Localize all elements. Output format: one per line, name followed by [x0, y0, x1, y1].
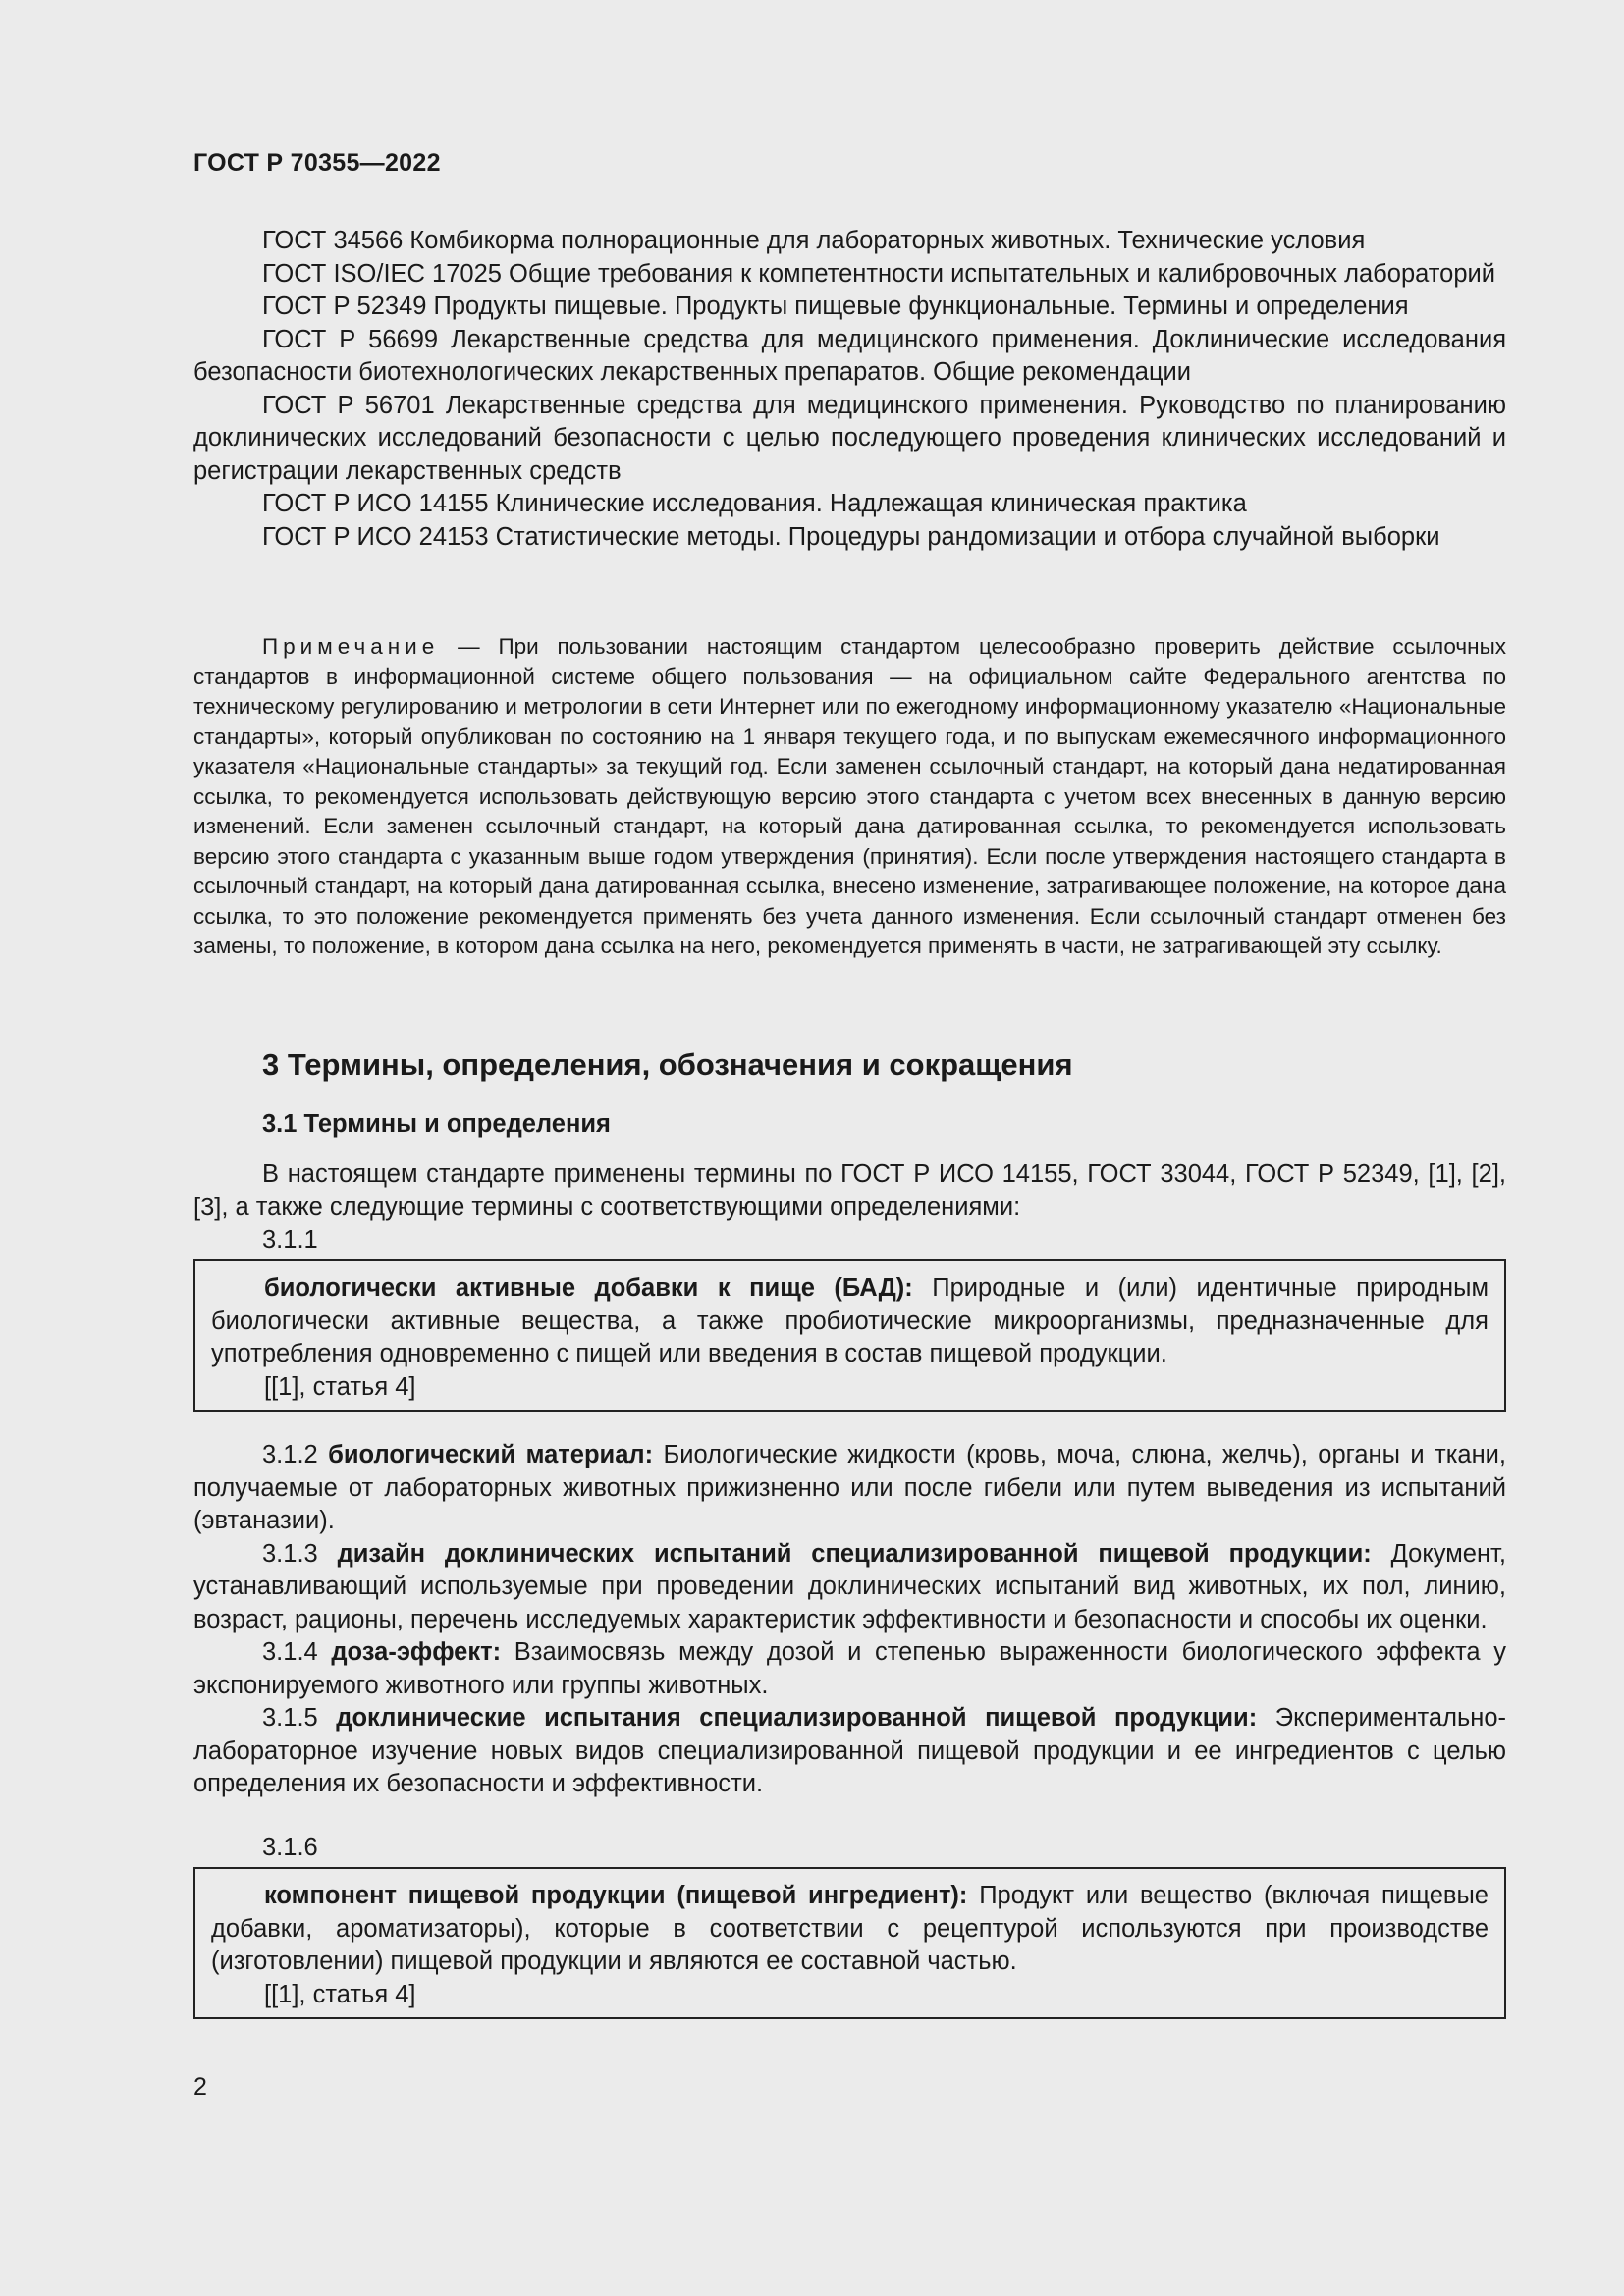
term-name: биологически активные добавки к пище (БАД):: [264, 1274, 913, 1302]
term-box-3-1-1: [193, 1259, 1506, 1412]
term-3-1-3: 3.1.3 дизайн доклинических испытаний специализированной пищевой продукции: Документ, устанавливающий используемые при проведении доклинических испытаний вид животных, их пол, линию, возраст, рационы, перечень исследуемых характеристик эффективности и безопасности и способы их оценки.: [193, 1539, 1506, 1633]
term-source: [[1], статья 4]: [264, 1372, 416, 1401]
term-name: компонент пищевой продукции (пищевой ингредиент):: [264, 1882, 968, 1909]
page-number: 2: [193, 2073, 207, 2101]
term-source: [[1], статья 4]: [264, 1980, 416, 2008]
term-number-3-1-6: 3.1.6: [262, 1834, 318, 1861]
term-definition: Биологические жидкости (кровь, моча, слюна, желчь), органы и ткани, получаемые от лабораторных животных прижизненно или после гибели или путем выведения из испытаний (эвтаназии).: [193, 1441, 1507, 1534]
term-3-1-2: 3.1.2 биологический материал: Биологические жидкости (кровь, моча, слюна, желчь), органы и ткани, получаемые от лабораторных животных прижизненно или после гибели или путем выведения из испытаний (эвтаназии).: [193, 1441, 1507, 1534]
terms-intro: [193, 1158, 1506, 1257]
term-name: доза-эффект:: [331, 1638, 502, 1666]
term-name: биологический материал:: [328, 1441, 654, 1468]
reference-item: ГОСТ 34566 Комбикорма полнорационные для лабораторных животных. Технические условия: [262, 227, 1366, 254]
term-definition: Продукт или вещество (включая пищевые добавки, ароматизаторы), которые в соответствии с рецептурой используются при производстве (изготовлении) пищевой продукции и являются ее составной частью.: [211, 1882, 1489, 1975]
reference-item: ГОСТ Р 56701 Лекарственные средства для медицинского применения. Руководство по планированию доклинических исследований безопасности с целью последующего проведения клинических исследований и регистрации лекарственных средств: [193, 391, 1506, 485]
note-label: Примечание: [262, 634, 440, 659]
document-header: ГОСТ Р 70355—2022: [193, 149, 441, 177]
reference-item: ГОСТ Р 52349 Продукты пищевые. Продукты пищевые функциональные. Термины и определения: [262, 293, 1409, 320]
reference-item: ГОСТ Р ИСО 14155 Клинические исследования. Надлежащая клиническая практика: [262, 490, 1247, 517]
term-name: доклинические испытания специализированной пищевой продукции:: [336, 1704, 1258, 1732]
reference-item: ГОСТ Р 56699 Лекарственные средства для медицинского применения. Доклинические исследования безопасности биотехнологических лекарственных препаратов. Общие рекомендации: [193, 325, 1506, 386]
term-definition: Взаимосвязь между дозой и степенью выраженности биологического эффекта у экспонируемого животного или группы животных.: [193, 1638, 1506, 1699]
section-3-title: 3 Термины, определения, обозначения и сокращения: [262, 1047, 1073, 1082]
reference-item: ГОСТ Р ИСО 24153 Статистические методы. Процедуры рандомизации и отбора случайной выборки: [262, 522, 1440, 551]
term-definition: Природные и (или) идентичные природным биологически активные вещества, а также пробиотические микроорганизмы, предназначенные для употребления одновременно с пищей или введения в состав пищевой продукции.: [211, 1274, 1489, 1367]
subsection-3-1-title: 3.1 Термины и определения: [262, 1110, 611, 1138]
term-3-1-5: 3.1.5 доклинические испытания специализированной пищевой продукции: Экспериментально-лабораторное изучение новых видов специализированной пищевой продукции и ее ингредиентов с целью определения их безопасности и эффективности.: [193, 1704, 1506, 1797]
term-3-1-4: 3.1.4 доза-эффект: Взаимосвязь между дозой и степенью выраженности биологического эффекта у экспонируемого животного или группы животных.: [193, 1638, 1506, 1699]
term-name: дизайн доклинических испытаний специализированной пищевой продукции:: [337, 1539, 1372, 1568]
term-number-3-1-1: 3.1.1: [262, 1226, 318, 1254]
note-text: — При пользовании настоящим стандартом целесообразно проверить действие ссылочных стандартов в информационной системе общего пользования — на официальном сайте Федерального агентства по техническому регулированию и метрологии в сети Интернет или по ежегодному информационному указателю «Национальные стандарты», который опубликован по состоянию на 1 января текущего года, и по выпускам ежемесячного информационного указателя «Национальные стандарты» за текущий год. Если заменен ссылочный стандарт, на который дана недатированная ссылка, то рекомендуется использовать действующую версию этого стандарта с учетом всех внесенных в данную версию изменений. Если заменен ссылочный стандарт, на который дана датированная ссылка, то рекомендуется использовать версию этого стандарта с указанным выше годом утверждения (принятия). Если после утверждения настоящего стандарта в ссылочный стандарт, на который дана датированная ссылка, внесено изменение, затрагивающее положение, на которое дана ссылка, то это положение рекомендуется применять без учета данного изменения. Если ссылочный стандарт отменен без замены, то положение, в котором дана ссылка на него, рекомендуется применять в части, не затрагивающей эту ссылку.: [193, 634, 1506, 958]
term-definition: Экспериментально-лабораторное изучение новых видов специализированной пищевой продукции и ее ингредиентов с целью определения их безопасности и эффективности.: [193, 1704, 1506, 1797]
note-block: [193, 632, 1506, 962]
term-box-3-1-6: [193, 1867, 1506, 2019]
terms-list: [193, 1439, 1506, 1801]
normative-references: [193, 225, 1506, 554]
reference-item: ГОСТ ISO/IEC 17025 Общие требования к компетентности испытательных и калибровочных лабораторий: [262, 259, 1495, 288]
term-definition: Документ, устанавливающий используемые при проведении доклинических испытаний вид животных, их пол, линию, возраст, рационы, перечень исследуемых характеристик эффективности и безопасности и способы их оценки.: [193, 1539, 1506, 1633]
intro-paragraph: В настоящем стандарте применены термины по ГОСТ Р ИСО 14155, ГОСТ 33044, ГОСТ Р 52349, [1], [2], [3], а также следующие термины с соответствующими определениями:: [193, 1160, 1506, 1221]
